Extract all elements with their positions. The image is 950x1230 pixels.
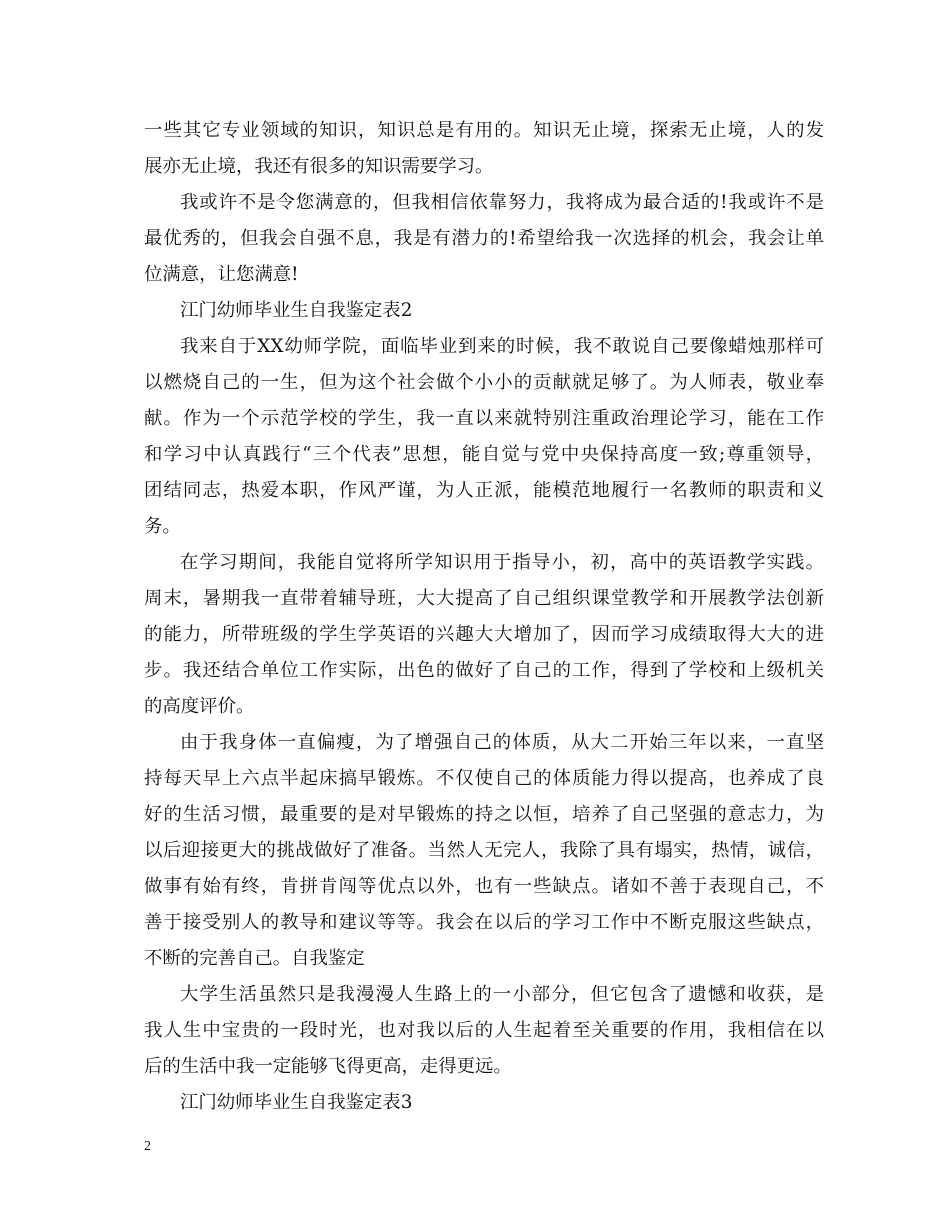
page-number: 2: [144, 1139, 151, 1154]
text-line: 的能力，所带班级的学生学英语的兴趣大大增加了，因而学习成绩取得大大的进: [144, 624, 824, 645]
text-line: 以燃烧自己的一生，但为这个社会做个小小的贡献就足够了。为人师表，敬业奉: [144, 372, 824, 393]
text-line: 在学习期间，我能自觉将所学知识用于指导小，初，高中的英语教学实践。: [180, 552, 824, 573]
text-line: 我来自于XX幼师学院，面临毕业到来的时候，我不敢说自己要像蜡烛那样可: [180, 336, 824, 357]
text-line: 献。作为一个示范学校的学生，我一直以来就特别注重政治理论学习，能在工作: [144, 408, 824, 429]
text-line: 以后迎接更大的挑战做好了准备。当然人无完人，我除了具有塌实，热情，诚信，: [144, 840, 824, 861]
text-line: 位满意，让您满意!: [144, 264, 299, 285]
text-line: 做事有始有终，肯拼肯闯等优点以外，也有一些缺点。诸如不善于表现自己，不: [144, 876, 824, 897]
text-line: 周末，暑期我一直带着辅导班，大大提高了自己组织课堂教学和开展教学法创新: [144, 588, 824, 609]
section-heading: 江门幼师毕业生自我鉴定表3: [180, 1092, 413, 1113]
text-line: 后的生活中我一定能够飞得更高，走得更远。: [144, 1056, 512, 1077]
text-line: 我或许不是令您满意的，但我相信依靠努力，我将成为最合适的!我或许不是: [180, 192, 824, 213]
text-line: 展亦无止境，我还有很多的知识需要学习。: [144, 156, 494, 177]
text-line: 好的生活习惯，最重要的是对早锻炼的持之以恒，培养了自己坚强的意志力，为: [144, 804, 824, 825]
text-line: 的高度评价。: [144, 696, 255, 717]
text-line: 我人生中宝贵的一段时光，也对我以后的人生起着至关重要的作用，我相信在以: [144, 1020, 824, 1041]
text-line: 持每天早上六点半起床搞早锻炼。不仅使自己的体质能力得以提高，也养成了良: [144, 768, 824, 789]
text-line: 步。我还结合单位工作实际，出色的做好了自己的工作，得到了学校和上级机关: [144, 660, 824, 681]
document-body: [144, 113, 824, 1121]
text-line: 大学生活虽然只是我漫漫人生路上的一小部分，但它包含了遗憾和收获，是: [180, 984, 824, 1005]
text-line: 和学习中认真践行“三个代表”思想，能自觉与党中央保持高度一致;尊重领导，: [144, 444, 824, 465]
text-line: 一些其它专业领域的知识，知识总是有用的。知识无止境，探索无止境，人的发: [144, 120, 824, 141]
text-line: 团结同志，热爱本职，作风严谨，为人正派，能模范地履行一名教师的职责和义: [144, 480, 824, 501]
text-line: 务。: [144, 516, 181, 537]
text-line: 由于我身体一直偏瘦，为了增强自己的体质，从大二开始三年以来，一直坚: [180, 732, 824, 753]
text-line: 善于接受别人的教导和建议等等。我会在以后的学习工作中不断克服这些缺点，: [144, 912, 824, 933]
text-line: 不断的完善自己。自我鉴定: [144, 948, 365, 969]
text-line: 最优秀的，但我会自强不息，我是有潜力的!希望给我一次选择的机会，我会让单: [144, 228, 824, 249]
section-heading: 江门幼师毕业生自我鉴定表2: [180, 300, 413, 321]
